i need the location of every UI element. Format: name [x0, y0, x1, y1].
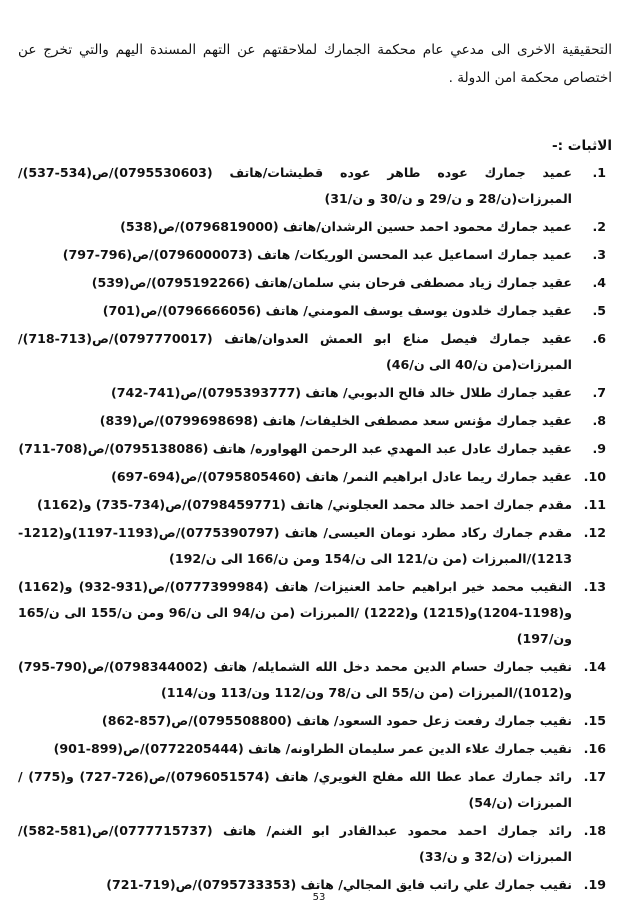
item-text: رائد جمارك عماد عطا الله مفلح الغويري/ هاتف (0796051574)/ص(726-727) و(775) /المبرزات (ن/54): [18, 769, 572, 810]
evidence-item: [18, 574, 612, 652]
evidence-item: [18, 380, 612, 406]
evidence-item: [18, 708, 612, 734]
evidence-item: [18, 214, 612, 240]
item-number: 4.: [592, 275, 606, 290]
evidence-heading: الاثبات :-: [551, 138, 612, 154]
item-number: 19.: [583, 877, 606, 892]
item-number: 11.: [583, 497, 606, 512]
item-number: 6.: [592, 331, 606, 346]
item-number: 1.: [592, 165, 606, 180]
item-number: 5.: [592, 303, 606, 318]
item-text: عقيد جمارك ريما عادل ابراهيم النمر/ هاتف (0795805460)/ص(694-697): [111, 469, 572, 484]
item-number: 12.: [583, 525, 606, 540]
item-text: عقيد جمارك طلال خالد فالح الدبوبي/ هاتف (0795393777)/ص(741-742): [110, 385, 572, 400]
item-text: عقيد جمارك عادل عبد المهدي عبد الرحمن الهواوره/ هاتف (0795138086)/ص(708-711): [18, 441, 572, 456]
item-number: 16.: [583, 741, 606, 756]
item-text: نقيب جمارك حسام الدين محمد دخل الله الشمايله/ هاتف (0798344002)/ص(790-795) و(1012)/المبرزات (من ن/55 الى ن/78 ون/112 ون/113 ون/114): [18, 659, 572, 700]
item-text: عميد جمارك عوده طاهر عوده قطيشات/هاتف (0795530603)/ص(534-537)/المبرزات(ن/28 و ن/29 و ن/30 و ن/31): [18, 165, 572, 206]
item-number: 15.: [583, 713, 606, 728]
item-text: عقيد جمارك زياد مصطفى فرحان بني سلمان/هاتف (0795192266)/ص(539): [91, 275, 572, 290]
evidence-item: [18, 242, 612, 268]
evidence-item: [18, 436, 612, 462]
evidence-item: [18, 492, 612, 518]
item-number: 17.: [583, 769, 606, 784]
item-number: 3.: [592, 247, 606, 262]
item-text: عقيد جمارك خلدون يوسف يوسف المومني/ هاتف (0796666056)/ص(701): [102, 303, 572, 318]
evidence-item: [18, 520, 612, 572]
evidence-item: [18, 160, 612, 212]
evidence-item: [18, 326, 612, 378]
evidence-item: [18, 408, 612, 434]
item-number: 8.: [592, 413, 606, 428]
item-text: رائد جمارك احمد محمود عبدالقادر ابو الغنم/ هاتف (0777715737)/ص(581-582)/المبرزات (ن/32 و ن/33): [18, 823, 572, 864]
item-number: 9.: [592, 441, 606, 456]
item-text: عقيد جمارك مؤنس سعد مصطفى الخليفات/ هاتف (0799698698)/ص(839): [99, 413, 572, 428]
item-number: 13.: [583, 579, 606, 594]
item-text: نقيب جمارك علاء الدين عمر سليمان الطراونه/ هاتف (0772205444)/ص(899-901): [53, 741, 572, 756]
evidence-item: [18, 298, 612, 324]
item-number: 2.: [592, 219, 606, 234]
evidence-item: [18, 818, 612, 870]
intro-paragraph: التحقيقية الاخرى الى مدعي عام محكمة الجمارك لملاحقتهم عن التهم المسندة اليهم والتي تخرج عن اختصاص محكمة امن الدولة .: [18, 42, 612, 86]
item-number: 14.: [583, 659, 606, 674]
item-text: عميد جمارك محمود احمد حسين الرشدان/هاتف (0796819000)/ص(538): [120, 219, 572, 234]
item-text: مقدم جمارك ركاد مطرد نومان العيسى/ هاتف (0775390797)/ص(1193-1197)و(1212-1213)/المبرزات (من ن/121 الى ن/154 ومن ن/166 الى ن/192): [18, 525, 572, 566]
evidence-item: [18, 764, 612, 816]
evidence-item: [18, 464, 612, 490]
item-text: نقيب جمارك رفعت زعل حمود السعود/ هاتف (0795508800)/ص(857-862): [101, 713, 572, 728]
item-number: 18.: [583, 823, 606, 838]
page-number: 53: [312, 892, 326, 903]
item-number: 10.: [583, 469, 606, 484]
evidence-item: [18, 736, 612, 762]
item-number: 7.: [592, 385, 606, 400]
evidence-item: [18, 654, 612, 706]
evidence-item: [18, 270, 612, 296]
item-text: نقيب جمارك علي راتب فايق المجالي/ هاتف (0795733353)/ص(719-721): [106, 877, 572, 892]
item-text: النقيب محمد خير ابراهيم حامد العنيزات/ هاتف (0777399984)/ص(931-932) و(1162) و(1198-1204)و(1215) و(1222) /المبرزات (من ن/94 الى ن/96 ومن ن/155 الى ن/165 ون/197): [18, 579, 573, 646]
item-text: عميد جمارك اسماعيل عبد المحسن الوريكات/ هاتف (0796000073)/ص(796-797): [62, 247, 572, 262]
evidence-list: [18, 160, 612, 898]
item-text: عقيد جمارك فيصل مناع ابو العمش العدوان/هاتف (0797770017)/ص(713-718)/المبرزات(من ن/40 الى ن/46): [18, 331, 572, 372]
item-text: مقدم جمارك احمد خالد محمد العجلوني/ هاتف (0798459771)/ص(734-735) و(1162): [37, 497, 572, 512]
